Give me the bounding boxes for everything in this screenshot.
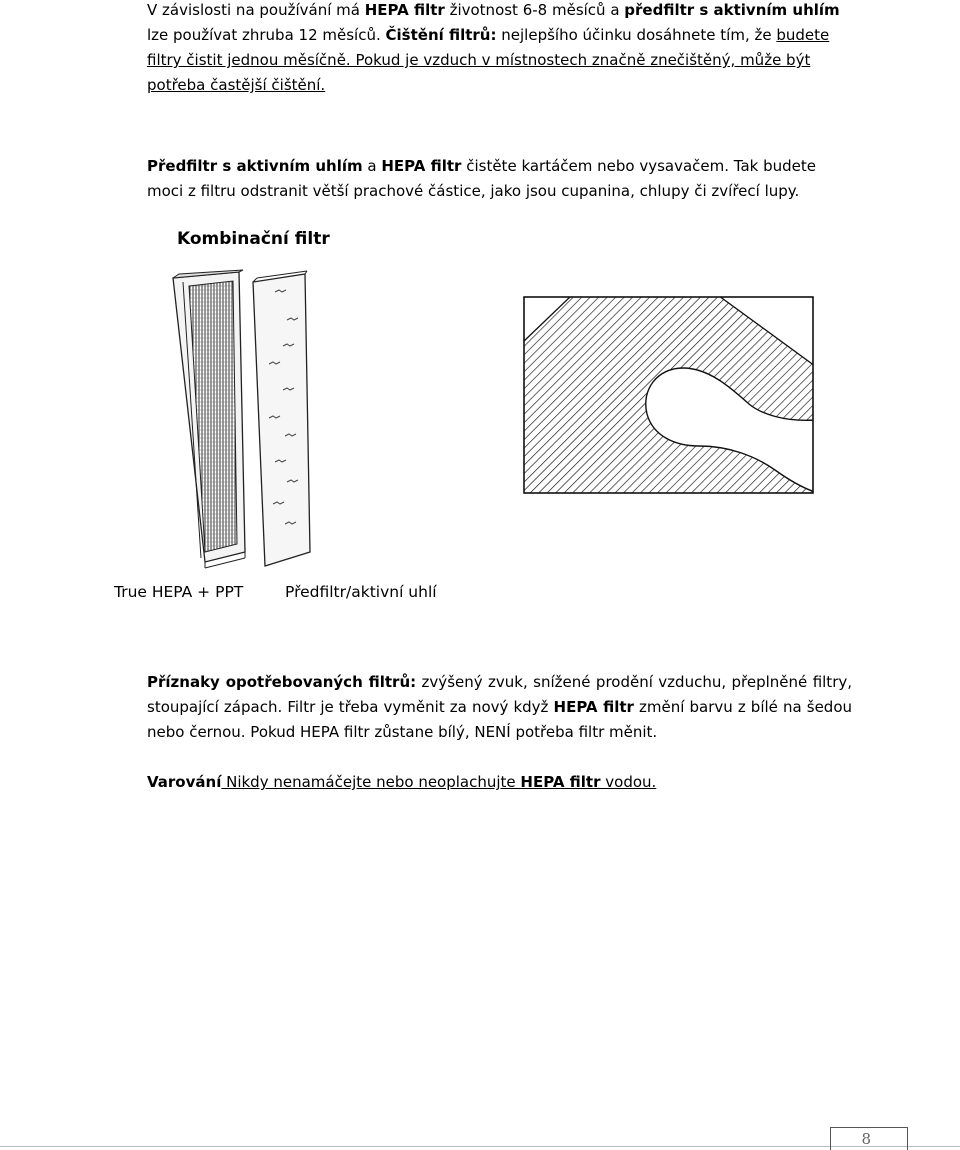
prefilter-shape	[253, 271, 310, 566]
footer-line	[0, 1146, 960, 1147]
caption-hepa: True HEPA + PPT	[114, 583, 244, 601]
symptoms-text-1: zvýšený zvuk, snížené prodění vzduchu, přeplněné filtry, stoupající zápach. Filtr je třeba vyměnit za nový když	[147, 673, 853, 716]
symptoms-text-2: změní barvu z bílé na šedou nebo černou. Pokud HEPA filtr zůstane bílý, NENÍ potřeba filtr měnit.	[147, 698, 852, 741]
warning-bold-hepa: HEPA filtr	[520, 773, 601, 791]
warning-paragraph	[147, 770, 852, 795]
figure-heading: Kombinační filtr	[177, 229, 330, 249]
warning-text-2: vodou.	[600, 773, 657, 791]
cleaning-bold-prefilter: Předfiltr s aktivním uhlím	[147, 157, 363, 175]
cleaning-text-1: a	[362, 157, 382, 175]
cleaning-paragraph	[147, 154, 852, 204]
intro-bold-prefilter: předfiltr s aktivním uhlím	[624, 1, 840, 19]
symptoms-bold-hepa: HEPA filtr	[553, 698, 634, 716]
intro-text-1: V závislosti na používání má	[147, 1, 365, 19]
intro-text-3: lze používat zhruba 12 měsíců.	[147, 26, 386, 44]
symptoms-bold-title: Příznaky opotřebovaných filtrů:	[147, 673, 417, 691]
page-number-box	[830, 1127, 908, 1150]
caption-prefilter: Předfiltr/aktivní uhlí	[285, 583, 437, 601]
intro-bold-hepa: HEPA filtr	[364, 1, 445, 19]
cleaning-text-2: čistěte kartáčem nebo vysavačem. Tak budete moci z filtru odstranit větší prachové částice, jako jsou cupanina, chlupy či zvířecí lupy.	[147, 157, 817, 200]
hepa-filter-shape	[173, 270, 245, 568]
intro-text-4: nejlepšího účinku dosáhnete tím, že	[496, 26, 777, 44]
intro-paragraph	[147, 0, 852, 98]
symptoms-paragraph	[147, 670, 852, 745]
warning-label: Varování	[147, 773, 222, 791]
combination-filter-illustration	[165, 268, 315, 580]
warning-text-1: Nikdy nenamáčejte nebo neoplachujte	[221, 773, 521, 791]
intro-bold-cleaning: Čištění filtrů:	[385, 26, 497, 44]
cleaning-bold-hepa: HEPA filtr	[381, 157, 462, 175]
page-number: 8	[861, 1129, 871, 1148]
cleaning-detail-illustration	[523, 296, 815, 494]
intro-text-2: životnost 6-8 měsíců a	[444, 1, 625, 19]
intro-underlined-text: budete filtry čistit jednou měsíčně. Pokud je vzduch v místnostech značně znečištěný, může být potřeba častější čištění.	[147, 26, 830, 94]
